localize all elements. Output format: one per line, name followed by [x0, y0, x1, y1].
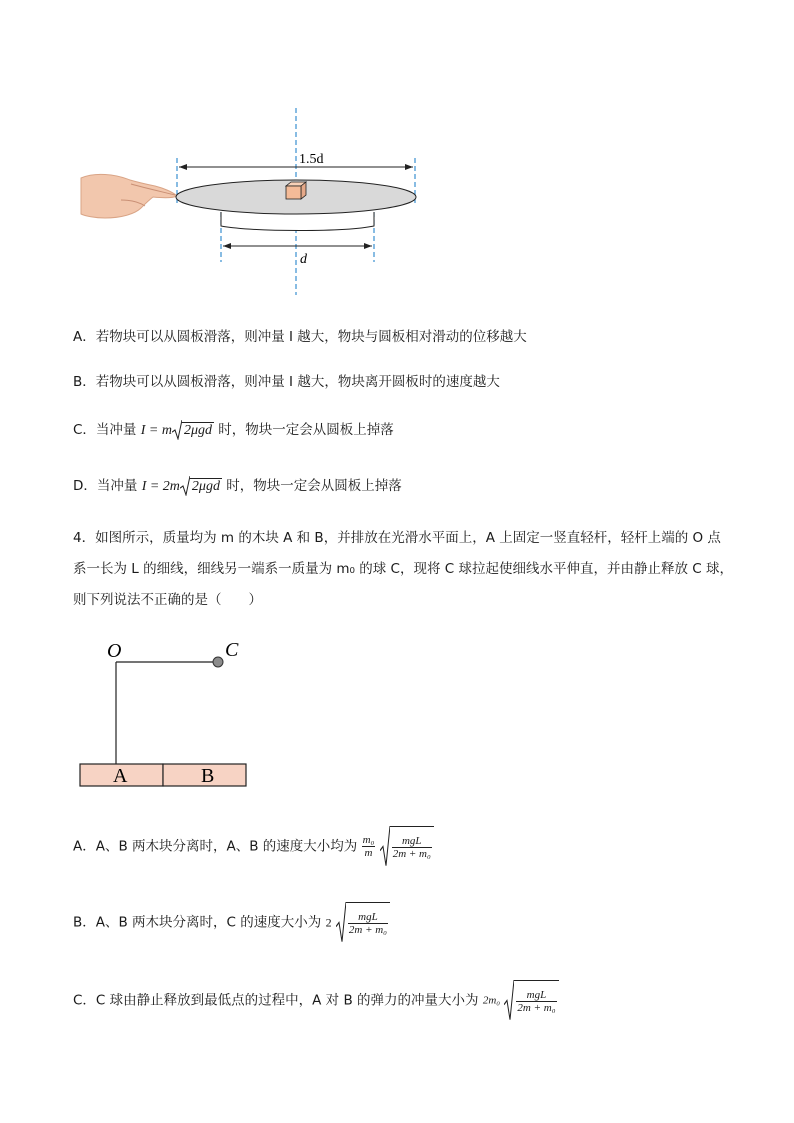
q3-option-c-formula: I = m [140, 423, 172, 438]
q4-option-a-radical: $\frac{\text{mgL}}{\text{2m + m₀}}$ [380, 826, 434, 867]
q3-option-d [73, 476, 402, 497]
q4-option-a-text: A．A、B 两木块分离时，A、B 的速度大小均为 [73, 838, 358, 855]
block [286, 182, 306, 199]
disc-figure [75, 100, 435, 300]
top-dimension-label: 1.5d [299, 152, 324, 167]
label-o: O [107, 640, 122, 662]
q3-option-a: A．若物块可以从圆板滑落，则冲量 I 越大，物块与圆板相对滑动的位移越大 [73, 329, 527, 345]
q3-option-d-formula: I = 2m [141, 479, 180, 494]
q3-option-d-post: 时，物块一定会从圆板上掉落 [221, 478, 402, 494]
label-a: A [113, 765, 128, 787]
q3-option-c-post: 时，物块一定会从圆板上掉落 [213, 422, 394, 438]
q3-option-d-radical: 2μgd [180, 476, 222, 496]
q3-option-c-radical: 2μgd [172, 420, 214, 440]
q4-option-b [73, 902, 390, 943]
q4-option-b-radical: $\frac{\text{mgL}}{\text{2m + m₀}}$ [336, 902, 390, 943]
q3-option-b: B．若物块可以从圆板滑落，则冲量 I 越大，物块离开圆板时的速度越大 [73, 374, 500, 390]
q4-option-b-coef: 2 [325, 915, 332, 930]
q4-stem-line-1: 4．如图所示，质量均为 m 的木块 A 和 B，并排放在光滑水平面上，A 上固定一竖直轻杆，轻杆上端的 O 点 [73, 530, 721, 546]
q3-option-c [73, 420, 394, 441]
label-b: B [201, 765, 215, 787]
ball-c [213, 657, 223, 667]
q3-option-d-pre: D．当冲量 [73, 478, 142, 494]
q4-option-c-coef: 2m₀ [482, 994, 501, 1007]
q4-option-c-text: C．C 球由静止释放到最低点的过程中，A 对 B 的弹力的冲量大小为 [73, 992, 479, 1009]
q4-option-c-radical: $\frac{\text{mgL}}{\text{2m + m₀}}$ [504, 980, 558, 1021]
bottom-dimension-label: d [300, 252, 307, 267]
blocks-figure [75, 630, 255, 795]
label-c: C [225, 639, 239, 661]
q3-option-c-pre: C．当冲量 [73, 422, 141, 438]
q4-stem-line-2: 系一长为 L 的细线，细线另一端系一质量为 m₀ 的球 C，现将 C 球拉起使细线水平伸直，并由静止释放 C 球， [73, 561, 733, 577]
q4-stem-line-3: 则下列说法不正确的是（ ） [73, 592, 262, 608]
q4-option-a [73, 826, 434, 867]
hand-icon [81, 174, 177, 218]
q4-option-a-fraction: $\frac{\text{m₀}}{m}$ [362, 834, 375, 859]
q4-option-c [73, 980, 559, 1021]
q4-option-b-text: B．A、B 两木块分离时，C 的速度大小为 [73, 914, 322, 931]
